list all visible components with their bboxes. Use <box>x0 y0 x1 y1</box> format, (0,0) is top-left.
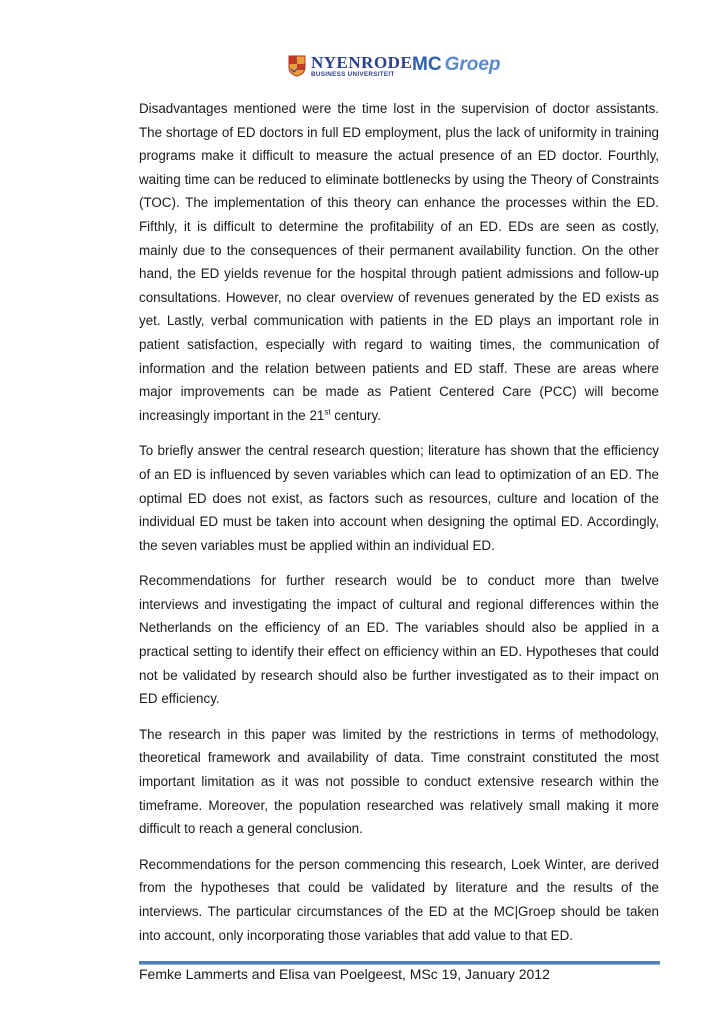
nyenrode-logo-title: NYENRODE <box>311 52 413 72</box>
mc-logo-text: MC <box>412 54 442 75</box>
paragraph-2: To briefly answer the central research question; literature has shown that the efficiency of an ED is influenced by seven variables which can lead to optimization of an ED. The optimal ED does not exist, as factors such as resources, culture and location of the individual ED must be taken into account when designing the optimal ED. Accordingly, the seven variables must be applied within an individual ED. <box>139 443 659 553</box>
footer-rule-thin <box>139 964 660 965</box>
paragraph-1 <box>139 97 659 427</box>
nyenrode-crest-icon <box>288 55 306 77</box>
nyenrode-logo-subtitle: BUSINESS UNIVERSITEIT <box>311 70 395 78</box>
mc-groep-logo <box>412 54 501 76</box>
nyenrode-logo <box>288 50 412 82</box>
paragraph-4: The research in this paper was limited by the restrictions in terms of methodology, theoretical framework and availability of data. Time constraint constituted the most important limitation as it was not possible to conduct extensive research within the timeframe. Moreover, the population researched was relatively small making it more difficult to reach a general conclusion. <box>139 726 659 837</box>
groep-logo-text: Groep <box>444 54 501 75</box>
paragraph-3: Recommendations for further research would be to conduct more than twelve interviews and investigating the impact of cultural and regional differences within the Netherlands on the efficiency of an ED. The variables should also be applied in a practical setting to identify their effect on efficiency within an ED. Hypotheses that could not be validated by research should also be further investigated as to their impact on ED efficiency. <box>139 573 659 707</box>
page-header <box>0 46 728 86</box>
ordinal-suffix: st <box>324 407 331 417</box>
paragraph-1-text: Disadvantages mentioned were the time lost in the supervision of doctor assistants. The shortage of ED doctors in full ED employment, plus the lack of uniformity in training programs make it difficult to measure the actual presence of an ED doctor. Fourthly, waiting time can be reduced to eliminate bottlenecks by using the Theory of Constraints (TOC). The implementation of this theory can enhance the processes within the ED. Fifthly, it is difficult to determine the profitability of an ED. EDs are seen as costly, mainly due to the consequences of their permanent availability function. On the other hand, the ED yields revenue for the hospital through patient admissions and follow-up consultations. However, no clear overview of revenues generated by the ED exists as yet. Lastly, verbal communication with patients in the ED plays an important role in patient satisfaction, especially with regard to waiting times, the communication of information and the relation between patients and ED staff. These are areas where major improvements can be made as Patient Centered Care (PCC) will become increasingly important in the 21 <box>139 101 659 423</box>
page-footer: Femke Lammerts and Elisa van Poelgeest, MSc 19, January 2012 <box>139 966 550 982</box>
paragraph-1-tail: century. <box>330 407 381 423</box>
document-body <box>139 97 659 959</box>
paragraph-5: Recommendations for the person commencing this research, Loek Winter, are derived from the hypotheses that could be validated by literature and the results of the interviews. The particular circumstances of the ED at the MC|Groep should be taken into account, only incorporating those variables that add value to that ED. <box>139 856 659 943</box>
